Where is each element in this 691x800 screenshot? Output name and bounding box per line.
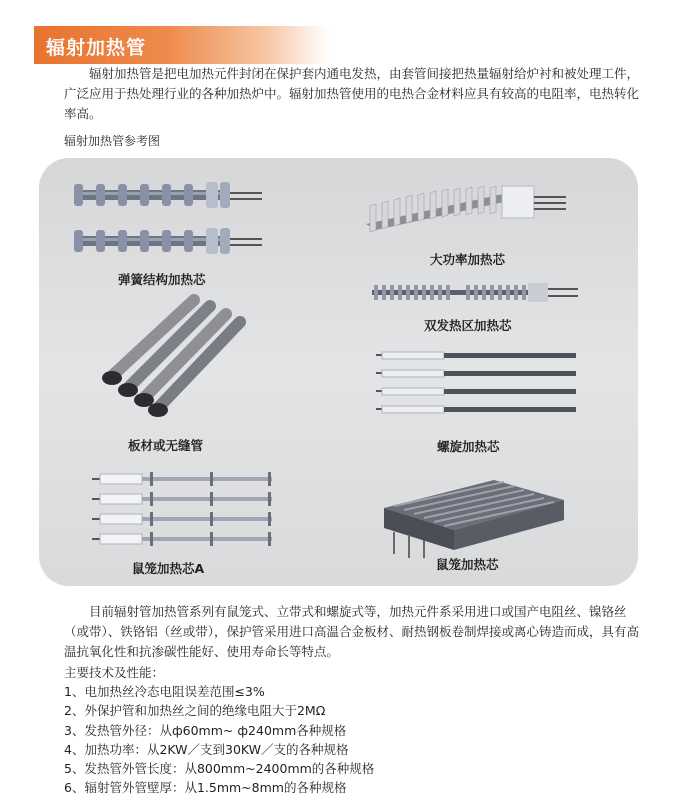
cage-heater-a-illustration: [90, 472, 285, 552]
label-dual-zone-heater: 双发热区加热芯: [424, 318, 512, 333]
spiral-heater-illustration: [370, 350, 585, 430]
intro-paragraph: 辐射加热管是把电加热元件封闭在保护套内通电发热，由套管间接把热量辐射给炉衬和被处理工件，广泛应用于热处理行业的各种加热炉中。辐射加热管使用的电热合金材料应具有较高的电阻率，电热转化率高。: [64, 66, 640, 121]
spec-item-1: 1、电加热丝冷态电阻误差范围≤3%: [64, 684, 265, 700]
description-paragraph: 目前辐射管加热管系列有鼠笼式、立带式和螺旋式等，加热元件系采用进口或国产电阻丝、镍铬丝（或带）、铁铬铝（丝或带），保护管采用进口高温合金板材、耐热钢板卷制焊接或离心铸造而成，具有高温抗氧化性和抗渗碳性能好、使用寿命长等特点。: [64, 604, 640, 659]
label-spring-heater: 弹簧结构加热芯: [118, 272, 206, 287]
specs-heading: 主要技术及性能：: [64, 665, 165, 680]
label-plate-tube: 板材或无缝管: [128, 438, 204, 453]
label-spiral-heater: 螺旋加热芯: [437, 439, 500, 454]
spec-item-6: 6、辐射管外管壁厚：从1.5mm~8mm的各种规格: [64, 780, 347, 796]
dual-zone-heater-illustration: [368, 281, 583, 305]
section-title: 辐射加热管: [46, 37, 147, 59]
specs-list: [64, 663, 374, 797]
spring-heater-illustration: [70, 180, 270, 270]
section-title-bar: [34, 26, 329, 64]
cage-heater-illustration: [374, 478, 589, 560]
spec-item-2: 2、外保护管和加热丝之间的绝缘电阻大于2MΩ: [64, 703, 326, 719]
high-power-heater-illustration: [362, 184, 577, 244]
spec-item-5: 5、发热管外管长度：从800mm~2400mm的各种规格: [64, 761, 375, 777]
spec-item-4: 4、加热功率：从2KW／支到30KW／支的各种规格: [64, 741, 349, 757]
label-cage-heater-a: 鼠笼加热芯A: [132, 561, 205, 576]
plate-tube-illustration: [90, 292, 250, 422]
figure-caption: 辐射加热管参考图: [64, 134, 161, 148]
label-cage-heater: 鼠笼加热芯: [436, 557, 499, 572]
label-high-power-heater: 大功率加热芯: [430, 252, 506, 267]
spec-item-3: 3、发热管外径：从ф60mm~ ф240mm各种规格: [64, 722, 347, 738]
